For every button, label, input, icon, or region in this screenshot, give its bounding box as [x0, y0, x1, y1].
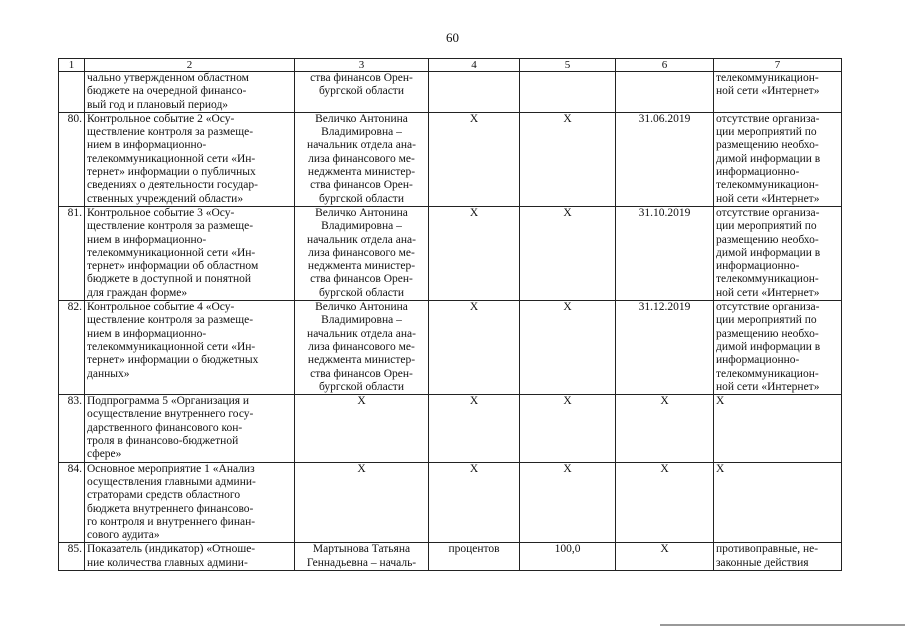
date-cell: 31.06.2019	[616, 112, 714, 206]
column-header: 4	[429, 59, 520, 72]
row-number-cell: 81.	[59, 206, 85, 300]
event-name-cell: Контрольное событие 2 «Осу- ществление контроля за размеще- нием в информационно- телекоммуникационной сети «Ин- тернет» информации о публичных сведениях о деятельности государ- ственных учреждений области»	[85, 112, 295, 206]
row-number-cell: 83.	[59, 395, 85, 462]
value-cell: Х	[520, 301, 616, 395]
responsible-cell: Величко Антонина Владимировна – начальник отдела ана- лиза финансового ме- неджмента министер- ства финансов Орен- бургской области	[295, 206, 429, 300]
date-cell: Х	[616, 395, 714, 462]
risk-cell: противоправные, не- законные действия	[714, 543, 842, 571]
unit-cell: Х	[429, 462, 520, 543]
value-cell: Х	[520, 462, 616, 543]
date-cell: 31.12.2019	[616, 301, 714, 395]
risk-cell: отсутствие организа- ции мероприятий по размещению необхо- димой информации в информационно- телекоммуникацион- ной сети «Интернет»	[714, 301, 842, 395]
table-row	[59, 543, 842, 571]
column-header: 1	[59, 59, 85, 72]
row-number-cell: 84.	[59, 462, 85, 543]
risk-cell: телекоммуникацион- ной сети «Интернет»	[714, 72, 842, 113]
date-cell: 31.10.2019	[616, 206, 714, 300]
event-name-cell: Показатель (индикатор) «Отноше- ние количества главных админи-	[85, 543, 295, 571]
column-header: 6	[616, 59, 714, 72]
event-name-cell: чально утвержденном областном бюджете на очередной финансо- вый год и плановый период»	[85, 72, 295, 113]
table-row	[59, 395, 842, 462]
scan-edge-line	[660, 624, 905, 627]
unit-cell: Х	[429, 301, 520, 395]
table-row	[59, 112, 842, 206]
value-cell: Х	[520, 395, 616, 462]
unit-cell: Х	[429, 206, 520, 300]
table-row	[59, 462, 842, 543]
responsible-cell: ства финансов Орен- бургской области	[295, 72, 429, 113]
table-row	[59, 206, 842, 300]
column-header: 5	[520, 59, 616, 72]
responsible-cell: Х	[295, 395, 429, 462]
column-header: 3	[295, 59, 429, 72]
risk-cell: отсутствие организа- ции мероприятий по размещению необхо- димой информации в информационно- телекоммуникацион- ной сети «Интернет»	[714, 206, 842, 300]
column-header: 2	[85, 59, 295, 72]
risk-cell: Х	[714, 395, 842, 462]
date-cell	[616, 72, 714, 113]
plan-table	[58, 58, 842, 571]
value-cell: 100,0	[520, 543, 616, 571]
value-cell	[520, 72, 616, 113]
responsible-cell: Величко Антонина Владимировна – начальник отдела ана- лиза финансового ме- неджмента министер- ства финансов Орен- бургской области	[295, 301, 429, 395]
column-header: 7	[714, 59, 842, 72]
header-row	[59, 59, 842, 72]
unit-cell	[429, 72, 520, 113]
row-number-cell: 82.	[59, 301, 85, 395]
risk-cell: отсутствие организа- ции мероприятий по размещению необхо- димой информации в информационно- телекоммуникацион- ной сети «Интернет»	[714, 112, 842, 206]
responsible-cell: Х	[295, 462, 429, 543]
unit-cell: процентов	[429, 543, 520, 571]
responsible-cell: Мартынова Татьяна Геннадьевна – началь-	[295, 543, 429, 571]
unit-cell: Х	[429, 112, 520, 206]
page-number: 60	[446, 30, 459, 45]
event-name-cell: Контрольное событие 4 «Осу- ществление контроля за размеще- нием в информационно- телекоммуникационной сети «Ин- тернет» информации о бюджетных данных»	[85, 301, 295, 395]
value-cell: Х	[520, 206, 616, 300]
event-name-cell: Контрольное событие 3 «Осу- ществление контроля за размеще- нием в информационно- телекоммуникационной сети «Ин- тернет» информации об областном бюджете в доступной и понятной для граждан форме»	[85, 206, 295, 300]
table-row	[59, 301, 842, 395]
unit-cell: Х	[429, 395, 520, 462]
value-cell: Х	[520, 112, 616, 206]
event-name-cell: Основное мероприятие 1 «Анализ осуществления главными админи- страторами средств областного бюджета внутреннего финансово- го контроля и внутреннего финан- сового аудита»	[85, 462, 295, 543]
row-number-cell: 85.	[59, 543, 85, 571]
date-cell: Х	[616, 462, 714, 543]
date-cell: Х	[616, 543, 714, 571]
row-number-cell	[59, 72, 85, 113]
responsible-cell: Величко Антонина Владимировна – начальник отдела ана- лиза финансового ме- неджмента министер- ства финансов Орен- бургской области	[295, 112, 429, 206]
table-row	[59, 72, 842, 113]
row-number-cell: 80.	[59, 112, 85, 206]
risk-cell: Х	[714, 462, 842, 543]
event-name-cell: Подпрограмма 5 «Организация и осуществление внутреннего госу- дарственного финансового кон- троля в финансово-бюджетной сфере»	[85, 395, 295, 462]
